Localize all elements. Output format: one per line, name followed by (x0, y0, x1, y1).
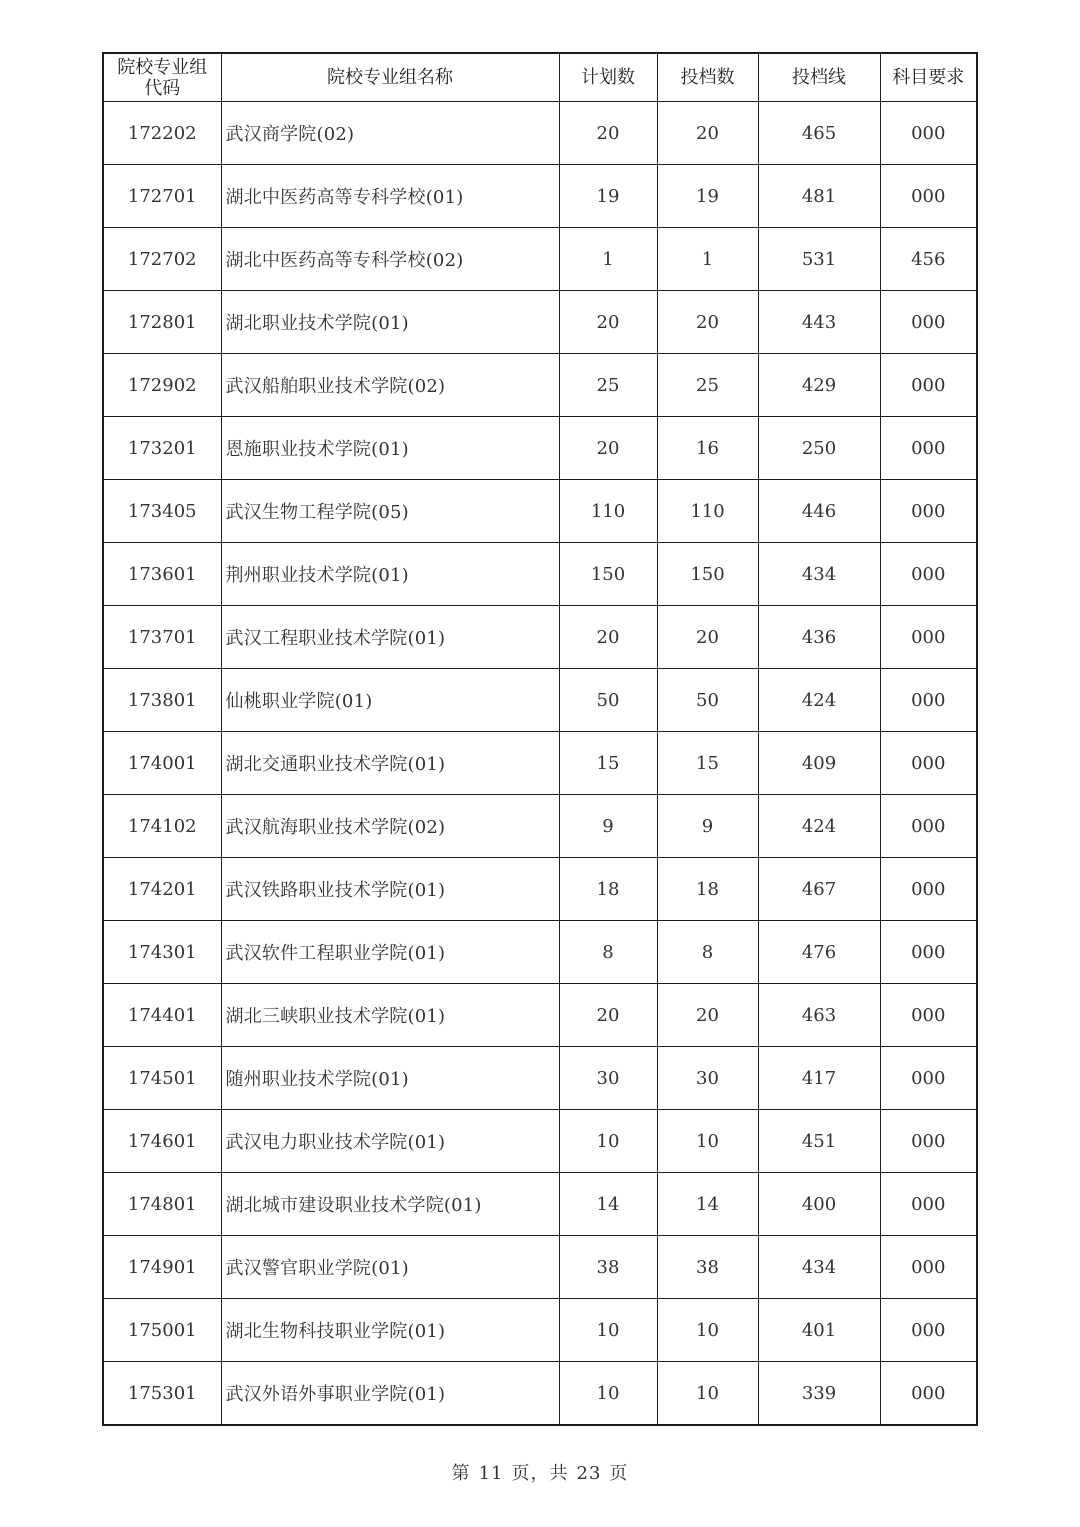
footer-suffix: 页 (609, 1463, 629, 1484)
table-row (103, 417, 977, 480)
cell-group-code: 172902 (103, 354, 221, 417)
cell-group-code: 172202 (103, 102, 221, 165)
cell-filed-count: 110 (657, 480, 758, 543)
cell-subject-requirement: 000 (880, 858, 977, 921)
cell-filed-count: 50 (657, 669, 758, 732)
cell-plan-count: 18 (559, 858, 657, 921)
cell-group-name: 武汉生物工程学院(05) (221, 480, 559, 543)
table-row (103, 984, 977, 1047)
table-body (103, 102, 977, 1426)
header-plan-count: 计划数 (559, 53, 657, 102)
cell-filed-count: 8 (657, 921, 758, 984)
header-filed-count: 投档数 (657, 53, 758, 102)
cell-filed-count: 16 (657, 417, 758, 480)
cell-subject-requirement: 000 (880, 102, 977, 165)
cell-group-name: 武汉商学院(02) (221, 102, 559, 165)
cell-subject-requirement: 000 (880, 165, 977, 228)
cell-group-code: 174201 (103, 858, 221, 921)
cell-group-code: 174301 (103, 921, 221, 984)
cell-subject-requirement: 000 (880, 732, 977, 795)
table-row (103, 1110, 977, 1173)
cell-filing-line: 401 (758, 1299, 880, 1362)
cell-filing-line: 424 (758, 795, 880, 858)
cell-filed-count: 18 (657, 858, 758, 921)
cell-subject-requirement: 000 (880, 354, 977, 417)
cell-group-code: 174501 (103, 1047, 221, 1110)
cell-filing-line: 409 (758, 732, 880, 795)
cell-group-code: 173601 (103, 543, 221, 606)
cell-subject-requirement: 000 (880, 1236, 977, 1299)
table-row (103, 354, 977, 417)
cell-filing-line: 481 (758, 165, 880, 228)
cell-group-code: 174102 (103, 795, 221, 858)
cell-plan-count: 150 (559, 543, 657, 606)
cell-group-name: 湖北生物科技职业学院(01) (221, 1299, 559, 1362)
cell-filed-count: 10 (657, 1362, 758, 1426)
table-row (103, 165, 977, 228)
cell-group-code: 173405 (103, 480, 221, 543)
table-header (103, 53, 977, 102)
cell-group-code: 174401 (103, 984, 221, 1047)
cell-plan-count: 10 (559, 1110, 657, 1173)
cell-plan-count: 38 (559, 1236, 657, 1299)
cell-plan-count: 8 (559, 921, 657, 984)
table-row (103, 1299, 977, 1362)
cell-plan-count: 110 (559, 480, 657, 543)
cell-group-name: 荆州职业技术学院(01) (221, 543, 559, 606)
cell-filed-count: 20 (657, 102, 758, 165)
cell-filed-count: 38 (657, 1236, 758, 1299)
cell-group-code: 174601 (103, 1110, 221, 1173)
cell-group-name: 武汉电力职业技术学院(01) (221, 1110, 559, 1173)
cell-subject-requirement: 000 (880, 1047, 977, 1110)
cell-filing-line: 417 (758, 1047, 880, 1110)
table-row (103, 1173, 977, 1236)
cell-group-code: 174001 (103, 732, 221, 795)
footer-current-page: 11 (478, 1463, 504, 1484)
footer-middle: 页，共 (511, 1463, 569, 1484)
cell-plan-count: 20 (559, 291, 657, 354)
table-row (103, 1362, 977, 1426)
cell-filing-line: 250 (758, 417, 880, 480)
cell-filing-line: 465 (758, 102, 880, 165)
cell-filing-line: 436 (758, 606, 880, 669)
cell-group-code: 172701 (103, 165, 221, 228)
cell-subject-requirement: 000 (880, 1362, 977, 1426)
cell-group-name: 武汉铁路职业技术学院(01) (221, 858, 559, 921)
cell-filing-line: 339 (758, 1362, 880, 1426)
table-row (103, 921, 977, 984)
cell-filed-count: 20 (657, 984, 758, 1047)
cell-subject-requirement: 000 (880, 480, 977, 543)
table-row (103, 543, 977, 606)
footer-prefix: 第 (451, 1463, 471, 1484)
cell-plan-count: 10 (559, 1362, 657, 1426)
cell-filed-count: 150 (657, 543, 758, 606)
cell-subject-requirement: 000 (880, 291, 977, 354)
table-row (103, 480, 977, 543)
header-row (103, 53, 977, 102)
header-group-code-line1: 院校专业组 (117, 56, 208, 78)
cell-group-code: 174801 (103, 1173, 221, 1236)
table-row (103, 1236, 977, 1299)
cell-plan-count: 20 (559, 984, 657, 1047)
cell-filing-line: 443 (758, 291, 880, 354)
cell-group-name: 武汉航海职业技术学院(02) (221, 795, 559, 858)
cell-filed-count: 30 (657, 1047, 758, 1110)
cell-filed-count: 1 (657, 228, 758, 291)
cell-group-name: 湖北交通职业技术学院(01) (221, 732, 559, 795)
page-footer (0, 1459, 1080, 1485)
cell-filed-count: 15 (657, 732, 758, 795)
cell-plan-count: 20 (559, 606, 657, 669)
cell-subject-requirement: 000 (880, 921, 977, 984)
cell-filed-count: 14 (657, 1173, 758, 1236)
cell-plan-count: 19 (559, 165, 657, 228)
cell-group-name: 武汉警官职业学院(01) (221, 1236, 559, 1299)
cell-group-name: 武汉软件工程职业学院(01) (221, 921, 559, 984)
cell-subject-requirement: 000 (880, 606, 977, 669)
cell-filed-count: 9 (657, 795, 758, 858)
table-row (103, 795, 977, 858)
cell-group-code: 175001 (103, 1299, 221, 1362)
cell-plan-count: 20 (559, 417, 657, 480)
cell-subject-requirement: 000 (880, 669, 977, 732)
cell-group-code: 173201 (103, 417, 221, 480)
cell-plan-count: 14 (559, 1173, 657, 1236)
cell-filed-count: 10 (657, 1110, 758, 1173)
cell-group-name: 恩施职业技术学院(01) (221, 417, 559, 480)
cell-group-name: 随州职业技术学院(01) (221, 1047, 559, 1110)
header-group-code (103, 53, 221, 102)
footer-total-pages: 23 (576, 1463, 602, 1484)
header-subject-requirement: 科目要求 (880, 53, 977, 102)
cell-group-name: 湖北三峡职业技术学院(01) (221, 984, 559, 1047)
cell-plan-count: 30 (559, 1047, 657, 1110)
cell-group-name: 仙桃职业学院(01) (221, 669, 559, 732)
cell-subject-requirement: 000 (880, 984, 977, 1047)
cell-filing-line: 400 (758, 1173, 880, 1236)
cell-filed-count: 20 (657, 606, 758, 669)
cell-plan-count: 20 (559, 102, 657, 165)
cell-group-code: 173701 (103, 606, 221, 669)
cell-subject-requirement: 000 (880, 1110, 977, 1173)
cell-filing-line: 429 (758, 354, 880, 417)
cell-plan-count: 10 (559, 1299, 657, 1362)
cell-filed-count: 20 (657, 291, 758, 354)
admissions-table (102, 52, 978, 1426)
cell-group-name: 武汉外语外事职业学院(01) (221, 1362, 559, 1426)
cell-plan-count: 1 (559, 228, 657, 291)
cell-filing-line: 451 (758, 1110, 880, 1173)
cell-group-name: 湖北城市建设职业技术学院(01) (221, 1173, 559, 1236)
cell-filing-line: 424 (758, 669, 880, 732)
cell-subject-requirement: 456 (880, 228, 977, 291)
header-filing-line: 投档线 (758, 53, 880, 102)
cell-group-code: 172801 (103, 291, 221, 354)
cell-subject-requirement: 000 (880, 1173, 977, 1236)
cell-plan-count: 50 (559, 669, 657, 732)
header-group-code-line2: 代码 (144, 77, 181, 99)
cell-plan-count: 15 (559, 732, 657, 795)
cell-group-code: 172702 (103, 228, 221, 291)
cell-subject-requirement: 000 (880, 795, 977, 858)
table-row (103, 732, 977, 795)
table-row (103, 228, 977, 291)
cell-filing-line: 463 (758, 984, 880, 1047)
cell-group-name: 武汉船舶职业技术学院(02) (221, 354, 559, 417)
cell-filing-line: 476 (758, 921, 880, 984)
cell-subject-requirement: 000 (880, 417, 977, 480)
cell-group-name: 武汉工程职业技术学院(01) (221, 606, 559, 669)
cell-filing-line: 434 (758, 543, 880, 606)
cell-filing-line: 531 (758, 228, 880, 291)
cell-subject-requirement: 000 (880, 1299, 977, 1362)
cell-group-code: 173801 (103, 669, 221, 732)
cell-filed-count: 25 (657, 354, 758, 417)
cell-filing-line: 434 (758, 1236, 880, 1299)
cell-plan-count: 9 (559, 795, 657, 858)
cell-filing-line: 467 (758, 858, 880, 921)
header-group-name: 院校专业组名称 (221, 53, 559, 102)
table-row (103, 606, 977, 669)
table-row (103, 1047, 977, 1110)
cell-filing-line: 446 (758, 480, 880, 543)
cell-group-code: 174901 (103, 1236, 221, 1299)
cell-group-code: 175301 (103, 1362, 221, 1426)
cell-plan-count: 25 (559, 354, 657, 417)
table-row (103, 291, 977, 354)
cell-filed-count: 19 (657, 165, 758, 228)
table-row (103, 102, 977, 165)
cell-group-name: 湖北中医药高等专科学校(02) (221, 228, 559, 291)
cell-filed-count: 10 (657, 1299, 758, 1362)
table-row (103, 669, 977, 732)
cell-group-name: 湖北中医药高等专科学校(01) (221, 165, 559, 228)
cell-group-name: 湖北职业技术学院(01) (221, 291, 559, 354)
cell-subject-requirement: 000 (880, 543, 977, 606)
table-row (103, 858, 977, 921)
